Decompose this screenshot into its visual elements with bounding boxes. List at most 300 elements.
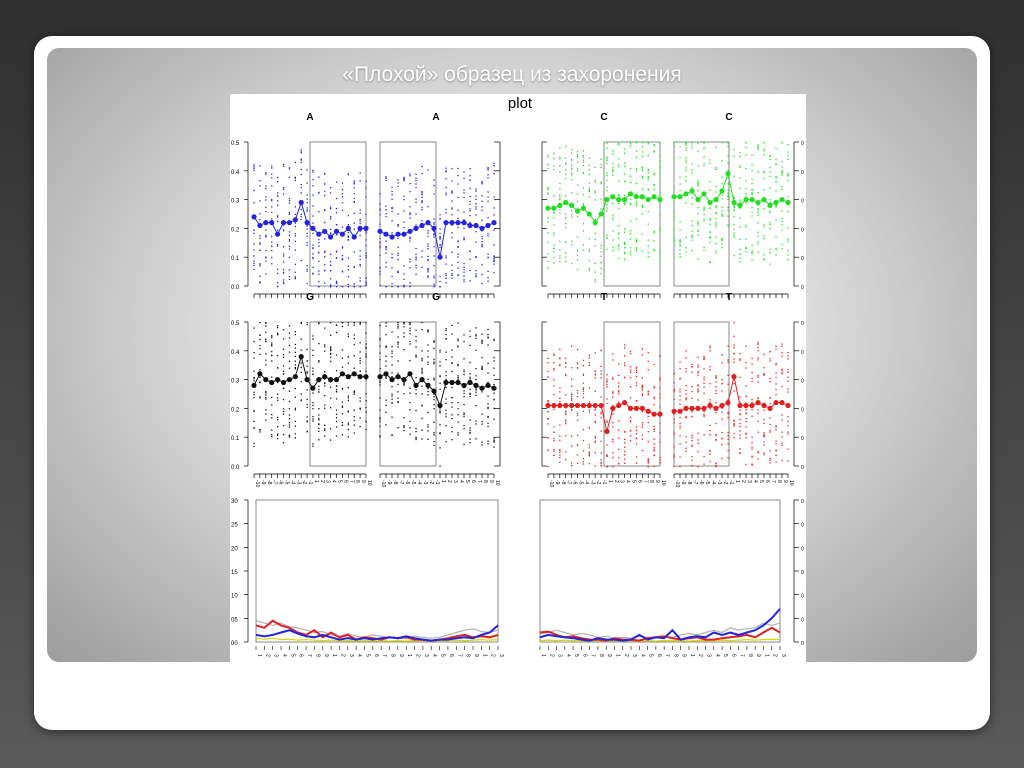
scatter-dot-3 <box>703 163 704 164</box>
scatter-dot-6 <box>612 391 613 392</box>
scatter-dot-3 <box>673 159 674 160</box>
scatter-dot-3 <box>751 179 752 180</box>
mean-point-1 <box>419 223 424 228</box>
scatter-dot-1 <box>439 236 440 237</box>
mean-point-0 <box>346 226 351 231</box>
scatter-dot-4 <box>348 397 349 398</box>
scatter-dot-4 <box>342 326 343 327</box>
scatter-dot-7 <box>697 399 698 400</box>
scatter-dot-4 <box>312 416 313 417</box>
scatter-dot-1 <box>391 187 392 188</box>
scatter-dot-2 <box>606 210 607 211</box>
scatter-dot-0 <box>360 286 361 287</box>
scatter-dot-7 <box>775 372 776 373</box>
scatter-dot-4 <box>277 334 278 335</box>
scatter-dot-4 <box>265 409 266 410</box>
mean-point-2 <box>604 197 609 202</box>
mean-point-5 <box>449 380 454 385</box>
scatter-dot-6 <box>559 391 560 392</box>
scatter-dot-4 <box>259 335 260 336</box>
scatter-dot-1 <box>451 265 452 266</box>
scatter-dot-0 <box>365 214 366 215</box>
mismatch-panel-left <box>256 500 498 642</box>
scatter-dot-3 <box>745 195 746 196</box>
scatter-dot-4 <box>301 350 302 351</box>
panel-box-6 <box>604 322 660 466</box>
scatter-dot-7 <box>721 354 722 355</box>
scatter-dot-7 <box>685 368 686 369</box>
scatter-dot-3 <box>751 252 752 253</box>
scatter-dot-4 <box>283 425 284 426</box>
scatter-dot-4 <box>277 355 278 356</box>
scatter-dot-3 <box>721 160 722 161</box>
scatter-dot-2 <box>606 175 607 176</box>
scatter-dot-6 <box>547 362 548 363</box>
mismatch-x-label-left: 5 <box>289 654 296 657</box>
scatter-dot-7 <box>745 437 746 438</box>
scatter-dot-0 <box>365 281 366 282</box>
scatter-dot-3 <box>781 161 782 162</box>
scatter-dot-3 <box>721 198 722 199</box>
scatter-dot-5 <box>427 364 428 365</box>
scatter-dot-0 <box>365 277 366 278</box>
scatter-dot-4 <box>271 434 272 435</box>
scatter-dot-0 <box>283 194 284 195</box>
scatter-dot-4 <box>289 368 290 369</box>
scatter-dot-7 <box>757 347 758 348</box>
scatter-dot-4 <box>324 436 325 437</box>
scatter-dot-2 <box>553 169 554 170</box>
scatter-dot-0 <box>253 243 254 244</box>
scatter-dot-6 <box>630 353 631 354</box>
scatter-dot-6 <box>553 449 554 450</box>
scatter-dot-5 <box>475 438 476 439</box>
plot-svg <box>230 94 806 662</box>
mean-point-5 <box>383 371 388 376</box>
scatter-dot-2 <box>654 145 655 146</box>
scatter-dot-4 <box>295 352 296 353</box>
scatter-dot-5 <box>403 383 404 384</box>
y-tick-label-left-0: 0.1 <box>231 256 240 263</box>
scatter-dot-7 <box>727 384 728 385</box>
scatter-dot-2 <box>571 263 572 264</box>
scatter-dot-3 <box>769 167 770 168</box>
scatter-dot-0 <box>301 158 302 159</box>
scatter-dot-5 <box>433 432 434 433</box>
scatter-dot-6 <box>553 440 554 441</box>
scatter-dot-4 <box>265 360 266 361</box>
scatter-dot-3 <box>727 162 728 163</box>
x-tick-label: -4 <box>289 480 296 485</box>
scatter-dot-5 <box>433 404 434 405</box>
scatter-dot-6 <box>589 447 590 448</box>
scatter-dot-6 <box>559 387 560 388</box>
mean-point-5 <box>443 380 448 385</box>
scatter-dot-0 <box>265 257 266 258</box>
scatter-dot-7 <box>781 460 782 461</box>
scatter-dot-5 <box>415 336 416 337</box>
scatter-dot-7 <box>739 438 740 439</box>
scatter-dot-7 <box>691 372 692 373</box>
scatter-dot-0 <box>295 272 296 273</box>
scatter-dot-2 <box>618 225 619 226</box>
scatter-dot-0 <box>301 219 302 220</box>
scatter-dot-5 <box>475 395 476 396</box>
scatter-dot-3 <box>745 168 746 169</box>
scatter-dot-0 <box>342 183 343 184</box>
scatter-dot-1 <box>445 282 446 283</box>
scatter-dot-5 <box>451 350 452 351</box>
scatter-dot-6 <box>636 382 637 383</box>
scatter-dot-2 <box>553 232 554 233</box>
scatter-dot-6 <box>547 411 548 412</box>
scatter-dot-0 <box>348 224 349 225</box>
scatter-dot-1 <box>433 180 434 181</box>
scatter-dot-1 <box>409 238 410 239</box>
mean-point-4 <box>334 377 339 382</box>
scatter-dot-1 <box>409 237 410 238</box>
scatter-dot-4 <box>283 388 284 389</box>
scatter-dot-7 <box>727 435 728 436</box>
scatter-dot-1 <box>463 263 464 264</box>
scatter-dot-2 <box>624 166 625 167</box>
scatter-dot-6 <box>547 358 548 359</box>
scatter-dot-3 <box>673 219 674 220</box>
scatter-dot-5 <box>379 436 380 437</box>
scatter-dot-7 <box>703 416 704 417</box>
scatter-dot-1 <box>415 224 416 225</box>
scatter-dot-0 <box>289 239 290 240</box>
scatter-dot-6 <box>630 421 631 422</box>
scatter-dot-5 <box>391 399 392 400</box>
scatter-dot-6 <box>618 463 619 464</box>
scatter-dot-6 <box>630 440 631 441</box>
scatter-dot-0 <box>277 181 278 182</box>
scatter-dot-7 <box>763 373 764 374</box>
scatter-dot-0 <box>330 192 331 193</box>
scatter-dot-7 <box>745 346 746 347</box>
scatter-dot-0 <box>301 162 302 163</box>
scatter-dot-7 <box>787 388 788 389</box>
scatter-dot-7 <box>739 423 740 424</box>
scatter-dot-0 <box>360 209 361 210</box>
scatter-dot-2 <box>571 192 572 193</box>
scatter-dot-2 <box>648 189 649 190</box>
scatter-dot-0 <box>259 242 260 243</box>
mean-point-7 <box>683 406 688 411</box>
scatter-dot-4 <box>289 435 290 436</box>
scatter-dot-2 <box>601 183 602 184</box>
scatter-dot-6 <box>547 437 548 438</box>
scatter-dot-2 <box>606 156 607 157</box>
scatter-dot-3 <box>685 237 686 238</box>
scatter-dot-7 <box>685 417 686 418</box>
scatter-dot-7 <box>733 383 734 384</box>
scatter-dot-7 <box>787 425 788 426</box>
scatter-dot-4 <box>336 398 337 399</box>
scatter-dot-1 <box>439 281 440 282</box>
scatter-dot-2 <box>547 164 548 165</box>
mismatch-x-label-right: 3 <box>705 654 712 657</box>
scatter-dot-2 <box>642 142 643 143</box>
scatter-dot-1 <box>409 173 410 174</box>
scatter-dot-3 <box>769 171 770 172</box>
scatter-dot-6 <box>624 451 625 452</box>
x-tick-label: -6 <box>571 480 578 485</box>
scatter-dot-0 <box>324 270 325 271</box>
scatter-dot-4 <box>354 432 355 433</box>
x-tick-label: -1 <box>434 480 440 485</box>
y-tick-label-left-1: 0.3 <box>231 378 240 385</box>
scatter-dot-5 <box>391 346 392 347</box>
x-tick-label: 9 <box>782 480 788 483</box>
scatter-dot-7 <box>679 361 680 362</box>
scatter-dot-7 <box>691 386 692 387</box>
scatter-dot-6 <box>565 423 566 424</box>
scatter-dot-3 <box>763 254 764 255</box>
scatter-dot-6 <box>589 409 590 410</box>
scatter-dot-5 <box>457 322 458 323</box>
scatter-dot-0 <box>277 192 278 193</box>
scatter-dot-1 <box>379 210 380 211</box>
scatter-dot-1 <box>487 233 488 234</box>
scatter-dot-2 <box>630 146 631 147</box>
mean-point-1 <box>437 255 442 260</box>
scatter-dot-3 <box>703 165 704 166</box>
scatter-dot-1 <box>421 256 422 257</box>
scatter-dot-1 <box>409 259 410 260</box>
scatter-dot-2 <box>583 244 584 245</box>
scatter-dot-4 <box>348 400 349 401</box>
mean-point-7 <box>773 400 778 405</box>
scatter-dot-6 <box>583 393 584 394</box>
scatter-dot-5 <box>379 338 380 339</box>
scatter-dot-6 <box>618 429 619 430</box>
scatter-dot-1 <box>487 196 488 197</box>
scatter-dot-7 <box>769 462 770 463</box>
scatter-dot-1 <box>487 281 488 282</box>
scatter-dot-5 <box>457 432 458 433</box>
scatter-dot-3 <box>787 250 788 251</box>
scatter-dot-6 <box>577 413 578 414</box>
mismatch-x-label-right: 8 <box>672 654 679 657</box>
scatter-dot-2 <box>589 238 590 239</box>
y-tick-label-right-0: 0 <box>801 198 804 205</box>
scatter-dot-4 <box>265 391 266 392</box>
scatter-dot-2 <box>577 237 578 238</box>
x-tick-label: 7 <box>476 480 482 483</box>
scatter-dot-6 <box>618 402 619 403</box>
mean-point-1 <box>425 220 430 225</box>
scatter-dot-4 <box>265 325 266 326</box>
bottom-y-tick-label-left: 00 <box>231 641 238 647</box>
x-tick-label: 5 <box>336 480 343 483</box>
scatter-dot-2 <box>606 163 607 164</box>
scatter-dot-4 <box>360 351 361 352</box>
scatter-dot-6 <box>630 417 631 418</box>
scatter-dot-5 <box>409 328 410 329</box>
scatter-dot-3 <box>697 225 698 226</box>
scatter-dot-1 <box>475 196 476 197</box>
mean-point-0 <box>275 232 280 237</box>
mean-point-7 <box>725 400 730 405</box>
scatter-dot-0 <box>354 229 355 230</box>
scatter-dot-3 <box>703 142 704 143</box>
scatter-dot-3 <box>703 156 704 157</box>
scatter-dot-4 <box>289 426 290 427</box>
scatter-dot-4 <box>283 399 284 400</box>
scatter-dot-6 <box>601 459 602 460</box>
scatter-dot-2 <box>577 249 578 250</box>
scatter-dot-2 <box>583 188 584 189</box>
scatter-dot-6 <box>583 463 584 464</box>
scatter-dot-1 <box>469 188 470 189</box>
mean-point-2 <box>622 197 627 202</box>
x-tick-label: -5 <box>704 480 710 485</box>
scatter-dot-1 <box>391 199 392 200</box>
scatter-dot-5 <box>451 325 452 326</box>
scatter-dot-7 <box>721 438 722 439</box>
scatter-dot-1 <box>475 191 476 192</box>
scatter-dot-6 <box>559 457 560 458</box>
scatter-dot-7 <box>769 430 770 431</box>
scatter-dot-7 <box>709 366 710 367</box>
x-tick-label: 3 <box>452 480 458 483</box>
scatter-dot-1 <box>481 206 482 207</box>
mean-point-4 <box>293 374 298 379</box>
scatter-dot-1 <box>493 196 494 197</box>
scatter-dot-3 <box>685 145 686 146</box>
scatter-dot-6 <box>612 426 613 427</box>
mean-point-1 <box>401 232 406 237</box>
scatter-dot-0 <box>342 202 343 203</box>
scatter-dot-4 <box>336 389 337 390</box>
x-tick-label: -2 <box>301 480 308 485</box>
y-tick-label-right-1: 0 <box>801 349 804 356</box>
scatter-dot-7 <box>703 414 704 415</box>
scatter-dot-3 <box>787 238 788 239</box>
scatter-dot-4 <box>271 342 272 343</box>
scatter-dot-4 <box>283 357 284 358</box>
scatter-dot-1 <box>391 191 392 192</box>
mean-point-3 <box>737 203 742 208</box>
scatter-dot-5 <box>421 369 422 370</box>
scatter-dot-2 <box>648 143 649 144</box>
scatter-dot-7 <box>691 440 692 441</box>
scatter-dot-0 <box>289 198 290 199</box>
scatter-dot-2 <box>571 152 572 153</box>
scatter-dot-2 <box>553 217 554 218</box>
scatter-dot-0 <box>312 170 313 171</box>
scatter-dot-7 <box>709 453 710 454</box>
scatter-dot-3 <box>697 231 698 232</box>
scatter-dot-1 <box>409 217 410 218</box>
scatter-dot-0 <box>348 286 349 287</box>
scatter-dot-0 <box>253 263 254 264</box>
scatter-dot-2 <box>583 150 584 151</box>
scatter-dot-1 <box>457 168 458 169</box>
scatter-dot-5 <box>475 423 476 424</box>
scatter-dot-4 <box>295 426 296 427</box>
scatter-dot-7 <box>763 423 764 424</box>
scatter-dot-5 <box>493 399 494 400</box>
scatter-dot-5 <box>391 372 392 373</box>
scatter-dot-2 <box>606 158 607 159</box>
scatter-dot-6 <box>601 396 602 397</box>
scatter-dot-2 <box>636 203 637 204</box>
scatter-dot-3 <box>685 180 686 181</box>
mean-point-7 <box>689 406 694 411</box>
scatter-dot-6 <box>583 365 584 366</box>
scatter-dot-3 <box>709 224 710 225</box>
scatter-dot-4 <box>336 370 337 371</box>
scatter-dot-6 <box>642 354 643 355</box>
scatter-dot-1 <box>445 170 446 171</box>
mismatch-x-label-right: 2 <box>697 654 704 657</box>
scatter-dot-7 <box>715 375 716 376</box>
scatter-dot-7 <box>733 345 734 346</box>
scatter-dot-5 <box>421 368 422 369</box>
scatter-dot-1 <box>415 213 416 214</box>
scatter-dot-7 <box>715 465 716 466</box>
scatter-dot-5 <box>391 417 392 418</box>
mean-point-6 <box>551 403 556 408</box>
mean-point-7 <box>785 403 790 408</box>
scatter-dot-4 <box>271 335 272 336</box>
scatter-dot-4 <box>324 404 325 405</box>
scatter-dot-7 <box>745 426 746 427</box>
mismatch-x-label-right: 8 <box>597 654 604 657</box>
scatter-dot-5 <box>403 326 404 327</box>
scatter-dot-0 <box>342 286 343 287</box>
scatter-dot-4 <box>289 333 290 334</box>
scatter-dot-1 <box>487 168 488 169</box>
scatter-dot-6 <box>606 386 607 387</box>
scatter-dot-3 <box>775 205 776 206</box>
scatter-dot-5 <box>397 322 398 323</box>
scatter-dot-3 <box>715 169 716 170</box>
scatter-dot-2 <box>642 176 643 177</box>
scatter-dot-5 <box>475 375 476 376</box>
scatter-dot-4 <box>312 355 313 356</box>
mismatch-x-label-right: 3 <box>780 654 786 657</box>
scatter-dot-5 <box>379 421 380 422</box>
mean-point-7 <box>719 403 724 408</box>
scatter-dot-3 <box>679 190 680 191</box>
scatter-dot-4 <box>312 368 313 369</box>
scatter-dot-1 <box>493 207 494 208</box>
scatter-dot-1 <box>481 283 482 284</box>
scatter-dot-0 <box>253 190 254 191</box>
scatter-dot-1 <box>397 238 398 239</box>
x-tick-label: -10 <box>548 480 554 488</box>
scatter-dot-7 <box>673 466 674 467</box>
scatter-dot-6 <box>595 371 596 372</box>
scatter-dot-0 <box>301 184 302 185</box>
scatter-dot-5 <box>415 393 416 394</box>
mean-point-6 <box>593 403 598 408</box>
mismatch-x-label-right: 7 <box>664 654 671 657</box>
scatter-dot-0 <box>289 279 290 280</box>
mean-point-1 <box>479 226 484 231</box>
scatter-dot-1 <box>487 254 488 255</box>
scatter-dot-0 <box>354 198 355 199</box>
scatter-dot-5 <box>379 409 380 410</box>
scatter-dot-6 <box>648 466 649 467</box>
scatter-dot-0 <box>253 269 254 270</box>
scatter-dot-2 <box>571 179 572 180</box>
scatter-dot-5 <box>433 422 434 423</box>
